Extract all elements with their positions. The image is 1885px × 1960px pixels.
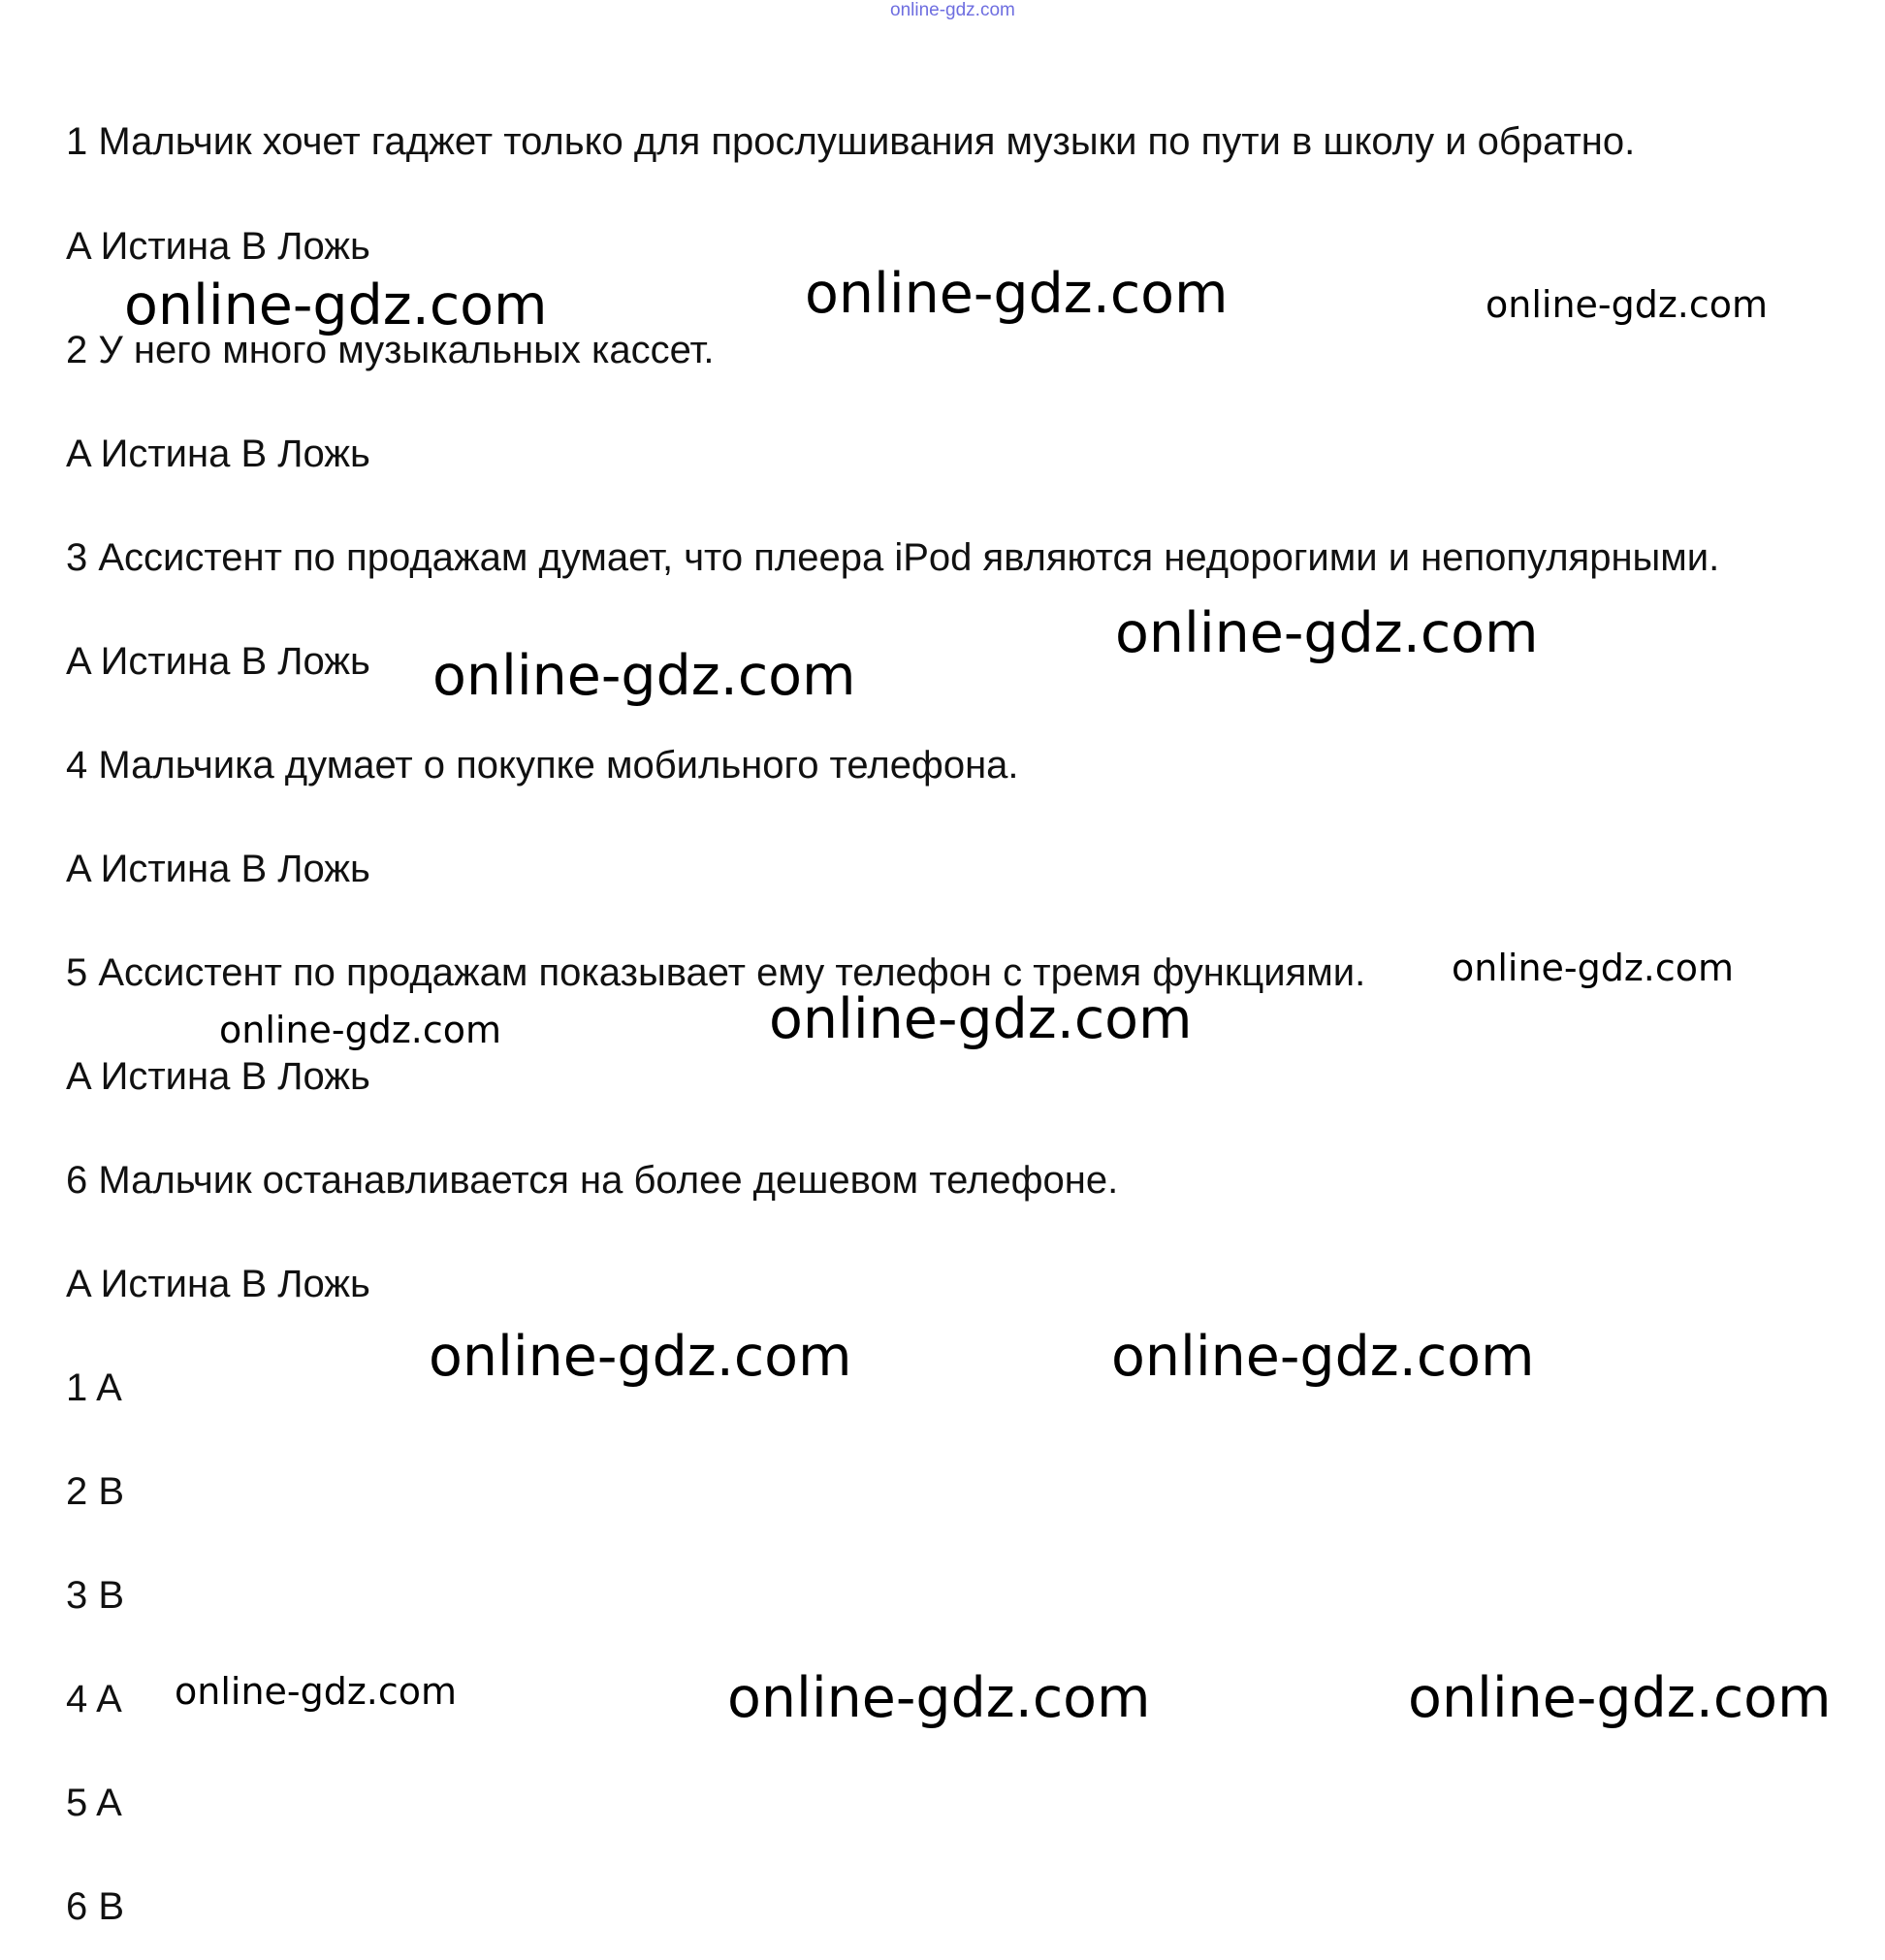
watermark: online-gdz.com <box>1452 947 1735 989</box>
answer-5: 5 A <box>66 1782 122 1824</box>
site-mark: online-gdz.com <box>890 0 1015 20</box>
watermark: online-gdz.com <box>1111 1325 1535 1389</box>
watermark: online-gdz.com <box>124 273 548 337</box>
question-6-text: 6 Мальчик останавливается на более дешевом телефоне. <box>66 1159 1119 1202</box>
question-4-text: 4 Мальчика думает о покупке мобильного телефона. <box>66 744 1019 787</box>
question-1-text: 1 Мальчик хочет гаджет только для прослушивания музыки по пути в школу и обратно. <box>66 120 1636 163</box>
watermark: online-gdz.com <box>805 262 1229 326</box>
question-5-options: A Истина B Ложь <box>66 1055 370 1098</box>
answer-4: 4 A <box>66 1678 122 1720</box>
question-1-options: A Истина B Ложь <box>66 225 370 268</box>
watermark: online-gdz.com <box>219 1009 502 1051</box>
question-2-options: A Истина B Ложь <box>66 433 370 475</box>
question-6-options: A Истина B Ложь <box>66 1263 370 1305</box>
watermark: online-gdz.com <box>175 1670 458 1713</box>
answer-3: 3 B <box>66 1574 125 1617</box>
question-4-options: A Истина B Ложь <box>66 848 370 890</box>
answer-2: 2 B <box>66 1470 125 1513</box>
question-3-text: 3 Ассистент по продажам думает, что плеера iPod являются недорогими и непопулярными. <box>66 536 1720 579</box>
question-2-text: 2 У него много музыкальных кассет. <box>66 329 715 371</box>
question-5-text: 5 Ассистент по продажам показывает ему телефон с тремя функциями. <box>66 951 1366 994</box>
watermark: online-gdz.com <box>1486 283 1769 326</box>
watermark: online-gdz.com <box>1408 1666 1832 1730</box>
watermark: online-gdz.com <box>727 1666 1151 1730</box>
watermark: online-gdz.com <box>432 644 856 708</box>
watermark: online-gdz.com <box>1115 601 1539 665</box>
watermark: online-gdz.com <box>769 987 1193 1051</box>
answer-1: 1 A <box>66 1366 122 1409</box>
watermark: online-gdz.com <box>429 1325 852 1389</box>
question-3-options: A Истина B Ложь <box>66 640 370 683</box>
answer-6: 6 B <box>66 1885 125 1928</box>
